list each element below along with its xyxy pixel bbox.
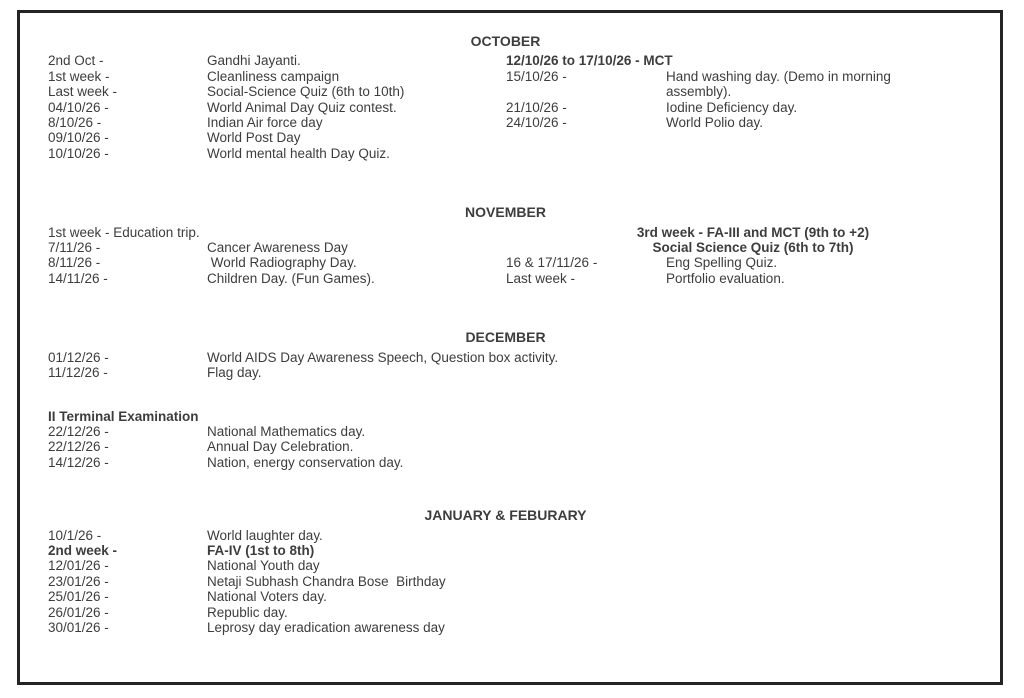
event-date: 30/01/26 -: [48, 619, 109, 635]
event-row: [48, 424, 1000, 439]
event-description: Flag day.: [207, 365, 262, 381]
event-description: National Voters day.: [207, 589, 327, 605]
event-row: [48, 558, 1000, 573]
event-row: [48, 84, 1000, 99]
event-description: Annual Day Celebration.: [207, 439, 354, 455]
event-row: [48, 543, 1000, 558]
event-date: 2nd week -: [48, 542, 118, 558]
event-row: [48, 455, 1000, 470]
event-date: 10/1/26 -: [48, 527, 102, 543]
event-description: World Post Day: [207, 130, 301, 146]
event-row: [48, 365, 1000, 380]
event-date: 1st week - Education trip.: [48, 224, 200, 240]
event-description: World Radiography Day.: [207, 255, 357, 271]
event-row: [48, 240, 1000, 255]
event-date: 01/12/26 -: [48, 349, 109, 365]
event-description: World Polio day.: [666, 115, 764, 131]
month-heading: NOVEMBER: [465, 204, 546, 221]
event-description: National Youth day: [207, 558, 320, 574]
event-description: World Animal Day Quiz contest.: [207, 99, 397, 115]
event-row: [48, 100, 1000, 115]
event-row: [48, 255, 1000, 270]
event-date: Last week -: [506, 270, 576, 286]
month-section-october: [48, 34, 1000, 161]
event-description: Eng Spelling Quiz.: [666, 255, 778, 271]
event-date: 21/10/26 -: [506, 99, 567, 115]
event-date: 2nd Oct -: [48, 53, 104, 69]
month-heading: JANUARY & FEBURARY: [424, 507, 587, 524]
event-row: [48, 605, 1000, 620]
event-row: [48, 409, 1000, 424]
event-row: [48, 528, 1000, 543]
event-date: 12/10/26 to 17/10/26 - MCT: [506, 53, 673, 69]
event-row: [48, 439, 1000, 454]
event-description: assembly).: [666, 84, 732, 100]
calendar-document: [17, 10, 1003, 685]
event-description: Indian Air force day: [207, 115, 323, 131]
event-description: World AIDS Day Awareness Speech, Question box activity.: [207, 349, 559, 365]
event-date: 8/10/26 -: [48, 115, 102, 131]
event-description: Republic day.: [207, 604, 288, 620]
event-row: [48, 620, 1000, 635]
event-date: 09/10/26 -: [48, 130, 109, 146]
event-row: [48, 225, 1000, 240]
event-date: 22/12/26 -: [48, 439, 109, 455]
month-sections: [48, 34, 1000, 635]
event-date: 1st week -: [48, 68, 110, 84]
month-section-december: [48, 330, 1000, 470]
event-row: [48, 53, 1000, 68]
event-description: Leprosy day eradication awareness day: [207, 619, 445, 635]
event-date: 25/01/26 -: [48, 589, 109, 605]
event-row: [48, 350, 1000, 365]
event-date: II Terminal Examination: [48, 408, 199, 424]
event-description: Social-Science Quiz (6th to 10th): [207, 84, 405, 100]
month-heading: DECEMBER: [465, 329, 546, 346]
event-description: Cancer Awareness Day: [207, 240, 348, 256]
event-row: [48, 130, 1000, 145]
event-date: 26/01/26 -: [48, 604, 109, 620]
event-date: 16 & 17/11/26 -: [506, 255, 598, 271]
event-date: 22/12/26 -: [48, 423, 109, 439]
month-heading: OCTOBER: [470, 33, 541, 49]
event-row: [48, 69, 1000, 84]
event-date: 3rd week - FA-III and MCT (9th to +2): [636, 224, 870, 240]
event-description: Portfolio evaluation.: [666, 270, 785, 286]
event-description: FA-IV (1st to 8th): [207, 542, 315, 558]
event-row: [48, 146, 1000, 161]
event-description: National Mathematics day.: [207, 423, 366, 439]
event-row: [48, 115, 1000, 130]
event-row: [48, 271, 1000, 286]
event-date: 12/01/26 -: [48, 558, 109, 574]
event-date: 11/12/26 -: [48, 365, 108, 381]
event-date: 24/10/26 -: [506, 115, 567, 131]
event-description: Cleanliness campaign: [207, 68, 340, 84]
row-spacer: [48, 381, 1000, 409]
event-description: Netaji Subhash Chandra Bose Birthday: [207, 573, 446, 589]
event-description: Hand washing day. (Demo in morning: [666, 68, 891, 84]
month-section-november: [48, 205, 1000, 286]
event-description: World mental health Day Quiz.: [207, 145, 390, 161]
event-description: Nation, energy conservation day.: [207, 454, 404, 470]
event-date: 15/10/26 -: [506, 68, 567, 84]
event-description: World laughter day.: [207, 527, 323, 543]
event-date: 7/11/26 -: [48, 240, 101, 256]
event-date: 14/11/26 -: [48, 270, 108, 286]
event-date: 14/12/26 -: [48, 454, 109, 470]
event-description: Children Day. (Fun Games).: [207, 270, 375, 286]
month-section-january-feburary: [48, 508, 1000, 635]
event-date: 10/10/26 -: [48, 145, 109, 161]
event-date: Social Science Quiz (6th to 7th): [652, 240, 854, 256]
event-description: Iodine Deficiency day.: [666, 99, 798, 115]
event-date: 8/11/26 -: [48, 255, 101, 271]
event-date: 04/10/26 -: [48, 99, 109, 115]
event-description: Gandhi Jayanti.: [207, 53, 301, 69]
event-date: 23/01/26 -: [48, 573, 109, 589]
event-row: [48, 574, 1000, 589]
calendar-content: [20, 13, 1000, 635]
event-row: [48, 589, 1000, 604]
event-date: Last week -: [48, 84, 118, 100]
